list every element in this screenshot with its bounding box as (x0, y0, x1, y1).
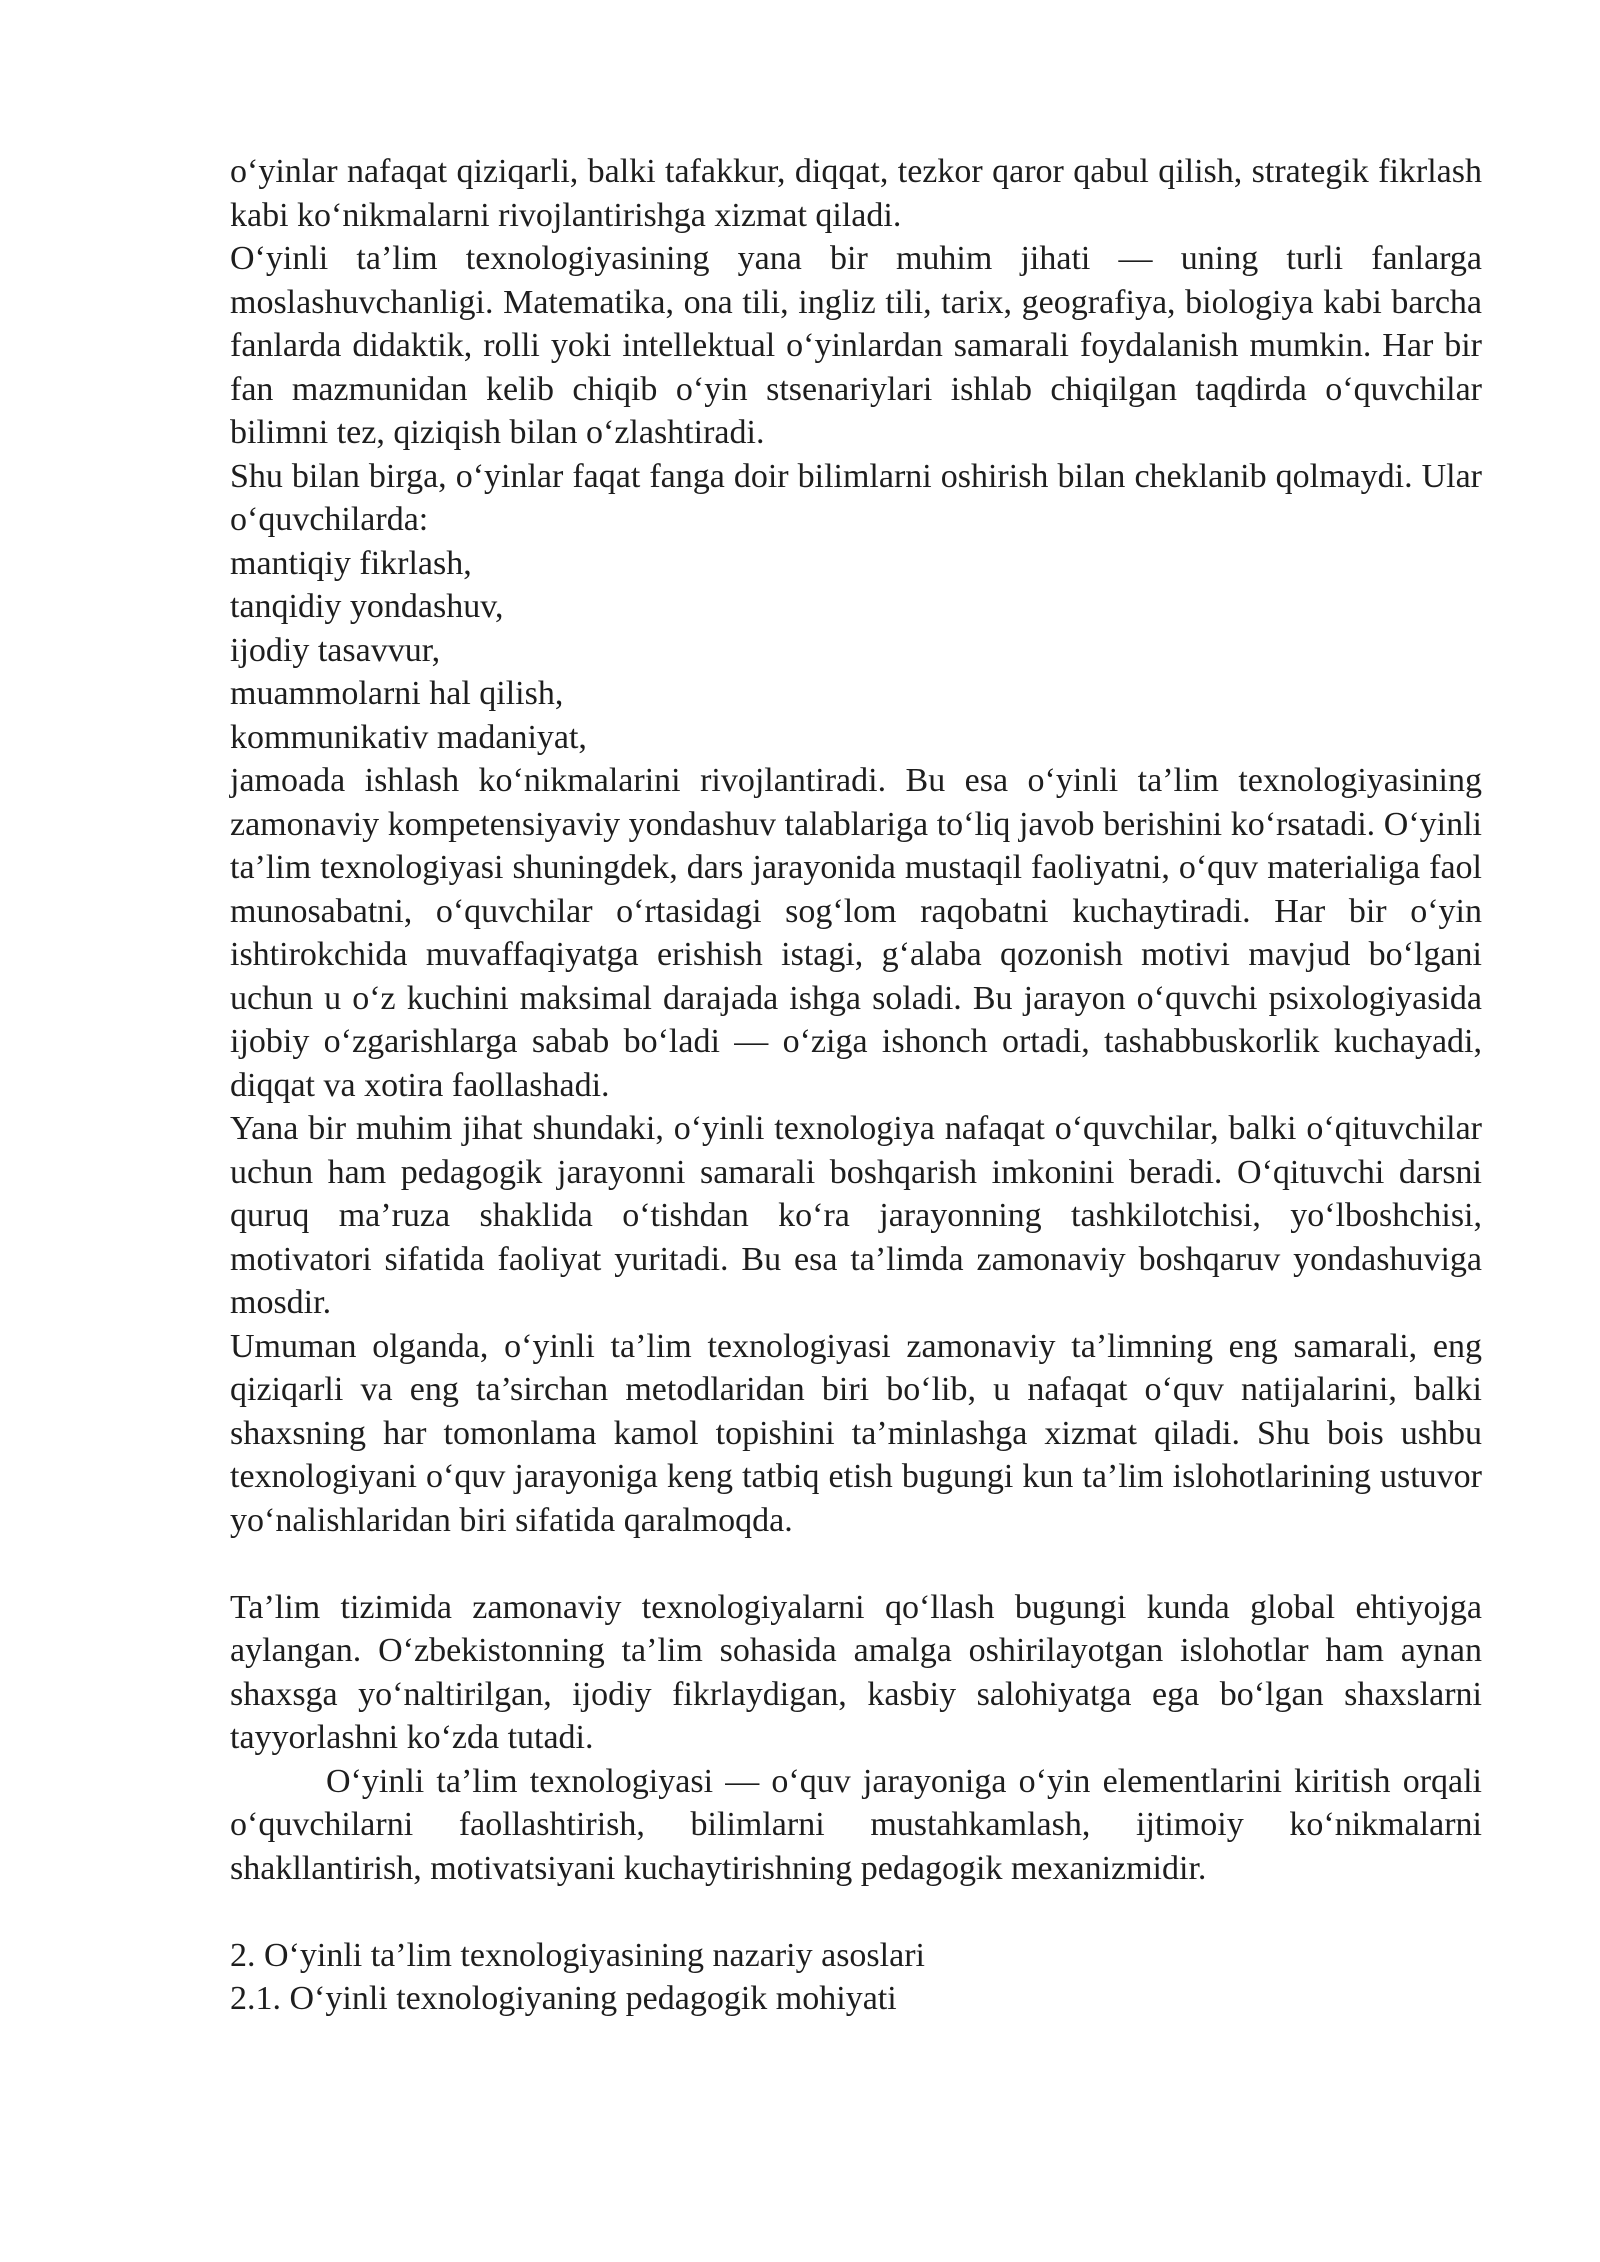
paragraph-teamwork: jamoada ishlash ko‘nikmalarini rivojlantiradi. Bu esa o‘yinli ta’lim texnologiyasining zamonaviy kompetensiyaviy yondashuv talablariga to‘liq javob berishini ko‘rsatadi. O‘yinli ta’lim texnologiyasi shuningdek, dars jarayonida mustaqil faoliyatni, o‘quv materialiga faol munosabatni, o‘quvchilar o‘rtasidagi sog‘lom raqobatni kuchaytiradi. Har bir o‘yin ishtirokchida muvaffaqiyatga erishish istagi, g‘alaba qozonish motivi mavjud bo‘lgani uchun u o‘z kuchini maksimal darajada ishga soladi. Bu jarayon o‘quvchi psixologiyasida ijobiy o‘zgarishlarga sabab bo‘ladi — o‘ziga ishonch ortadi, tashabbuskorlik kuchayadi, diqqat va xotira faollashadi. (230, 762, 1482, 1104)
paragraph-skills-intro: Shu bilan birga, o‘yinlar faqat fanga doir bilimlarni oshirish bilan cheklanib qolmaydi. Ular o‘quvchilarda: (230, 457, 1482, 538)
paragraph-definition: O‘yinli ta’lim texnologiyasi — o‘quv jarayoniga o‘yin elementlarini kiritish orqali o‘quvchilarni faollashtirish, bilimlarni mustahkamlash, ijtimoiy ko‘nikmalarni shakllantirish, motivatsiyani kuchaytirishning pedagogik mexanizmidir. (230, 1762, 1482, 1887)
list-item: ijodiy tasavvur, (230, 631, 441, 669)
paragraph-intro: o‘yinlar nafaqat qiziqarli, balki tafakkur, diqqat, tezkor qaror qabul qilish, strategik fikrlash kabi ko‘nikmalarni rivojlantirishga xizmat qiladi. (230, 153, 1482, 234)
paragraph-conclusion: Umuman olganda, o‘yinli ta’lim texnologiyasi zamonaviy ta’limning eng samarali, eng qiziqarli va eng ta’sirchan metodlaridan biri bo‘lib, u nafaqat o‘quv natijalarini, balki shaxsning har tomonlama kamol topishini ta’minlashga xizmat qiladi. Shu bois ushbu texnologiyani o‘quv jarayoniga keng tatbiq etish bugungi kun ta’lim islohotlarining ustuvor yo‘nalishlaridan biri sifatida qaralmoqda. (230, 1327, 1482, 1539)
list-item: muammolarni hal qilish, (230, 675, 564, 712)
paragraph-education-system: Ta’lim tizimida zamonaviy texnologiyalarni qo‘llash bugungi kunda global ehtiyojga aylangan. O‘zbekistonning ta’lim sohasida amalga oshirilayotgan islohotlar ham aynan shaxsga yo‘naltirilgan, ijodiy fikrlaydigan, kasbiy salohiyatga ega bo‘lgan shaxslarni tayyorlashni ko‘zda tutadi. (230, 1588, 1482, 1756)
list-item: kommunikativ madaniyat, (230, 718, 587, 756)
subsection-heading: 2.1. O‘yinli texnologiyaning pedagogik mohiyati (230, 1980, 897, 2017)
paragraph-teacher-role: Yana bir muhim jihat shundaki, o‘yinli texnologiya nafaqat o‘quvchilar, balki o‘qituvchilar uchun ham pedagogik jarayonni samarali boshqarish imkonini beradi. O‘qituvchi darsni quruq ma’ruza shaklida o‘tishdan ko‘ra jarayonning tashkilotchisi, yo‘lboshchisi, motivatori sifatida faoliyat yuritadi. Bu esa ta’limda zamonaviy boshqaruv yondashuviga mosdir. (230, 1110, 1482, 1321)
document-page (230, 150, 1482, 2021)
list-item: mantiqiy fikrlash, (230, 544, 472, 582)
blank-line (230, 1890, 1482, 1934)
paragraph-adaptability: O‘yinli ta’lim texnologiyasining yana bir muhim jihati — uning turli fanlarga moslashuvchanligi. Matematika, ona tili, ingliz tili, tarix, geografiya, biologiya kabi barcha fanlarda didaktik, rolli yoki intellektual o‘yinlardan samarali foydalanish mumkin. Har bir fan mazmunidan kelib chiqib o‘yin stsenariylari ishlab chiqilgan taqdirda o‘quvchilar bilimni tez, qiziqish bilan o‘zlashtiradi. (230, 240, 1482, 451)
blank-line (230, 1542, 1482, 1586)
list-item: tanqidiy yondashuv, (230, 588, 504, 625)
section-heading: 2. O‘yinli ta’lim texnologiyasining nazariy asoslari (230, 1936, 925, 1974)
